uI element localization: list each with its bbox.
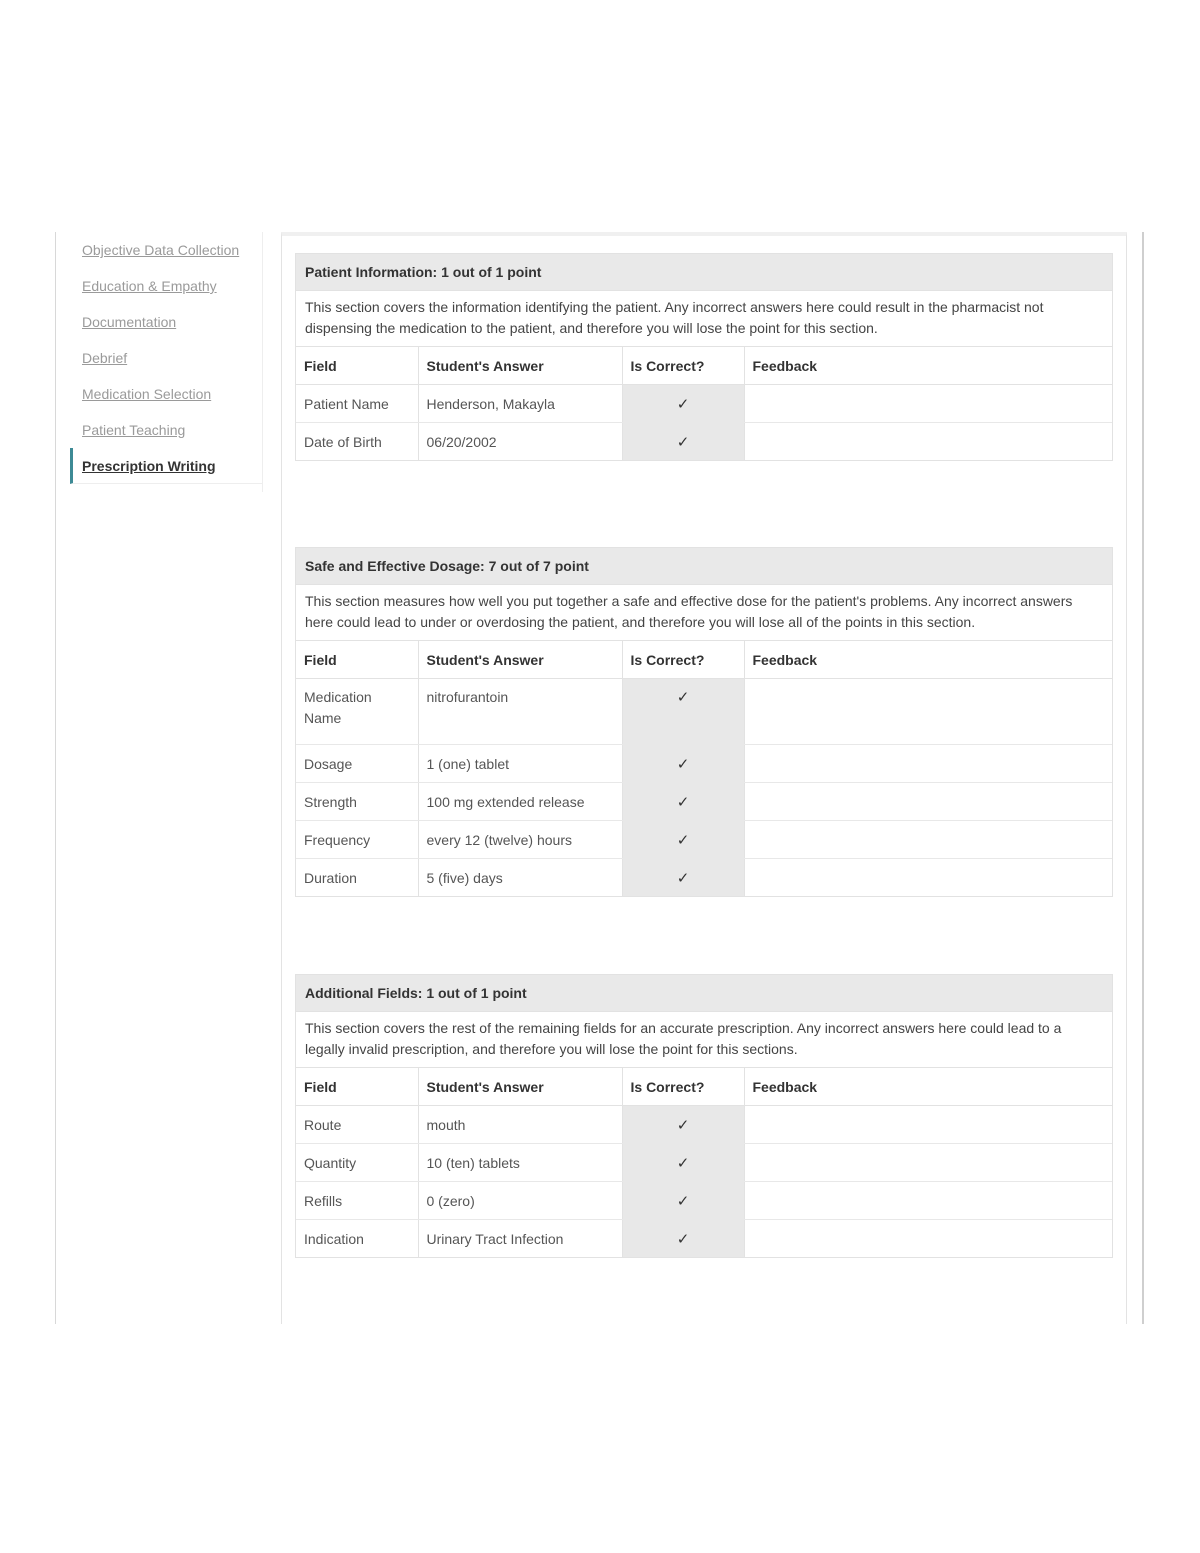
answer-cell: 06/20/2002 <box>418 423 622 461</box>
table-row <box>296 1106 1112 1144</box>
feedback-cell <box>744 679 1112 745</box>
page-frame-right-border <box>1142 232 1144 1324</box>
answer-cell: every 12 (twelve) hours <box>418 821 622 859</box>
additional-fields-section <box>295 974 1113 1258</box>
checkmark-icon: ✓ <box>622 423 744 461</box>
column-header-field: Field <box>296 1068 418 1106</box>
feedback-cell <box>744 1182 1112 1220</box>
sidebar-item-patient-teaching[interactable]: Patient Teaching <box>82 422 186 438</box>
feedback-cell <box>744 859 1112 897</box>
answer-cell: 100 mg extended release <box>418 783 622 821</box>
checkmark-icon: ✓ <box>622 1220 744 1258</box>
patient-information-section <box>295 253 1113 461</box>
section-title: Patient Information: 1 out of 1 point <box>296 254 1112 291</box>
feedback-cell <box>744 1144 1112 1182</box>
checkmark-icon: ✓ <box>622 859 744 897</box>
table-row <box>296 679 1112 745</box>
checkmark-icon: ✓ <box>622 679 744 745</box>
field-cell: Duration <box>296 859 418 897</box>
column-header-answer: Student's Answer <box>418 1068 622 1106</box>
field-cell: Date of Birth <box>296 423 418 461</box>
grade-table <box>296 347 1112 460</box>
field-cell: Frequency <box>296 821 418 859</box>
column-header-answer: Student's Answer <box>418 347 622 385</box>
feedback-cell <box>744 783 1112 821</box>
feedback-cell <box>744 1106 1112 1144</box>
sidebar-item-objective-data-collection[interactable]: Objective Data Collection <box>82 242 240 258</box>
table-row <box>296 783 1112 821</box>
section-title: Additional Fields: 1 out of 1 point <box>296 975 1112 1012</box>
grade-table <box>296 641 1112 896</box>
field-cell: Quantity <box>296 1144 418 1182</box>
field-cell: Route <box>296 1106 418 1144</box>
answer-cell: nitrofurantoin <box>418 679 622 745</box>
table-row <box>296 385 1112 423</box>
checkmark-icon: ✓ <box>622 745 744 783</box>
section-description: This section measures how well you put together a safe and effective dose for the patient's problems. Any incorrect answers here could lead to under or overdosing the patient, and therefore you will lose all of the points in this section. <box>296 585 1112 641</box>
answer-cell: 1 (one) tablet <box>418 745 622 783</box>
sidebar-item-education-empathy[interactable]: Education & Empathy <box>82 278 217 294</box>
table-row <box>296 423 1112 461</box>
field-cell: Dosage <box>296 745 418 783</box>
sidebar-nav <box>70 232 263 492</box>
answer-cell: mouth <box>418 1106 622 1144</box>
sidebar-item-debrief[interactable]: Debrief <box>82 350 128 366</box>
checkmark-icon: ✓ <box>622 1106 744 1144</box>
column-header-correct: Is Correct? <box>622 347 744 385</box>
table-header-row <box>296 1068 1112 1106</box>
feedback-cell <box>744 745 1112 783</box>
field-cell: Indication <box>296 1220 418 1258</box>
table-row <box>296 859 1112 897</box>
table-header-row <box>296 641 1112 679</box>
field-cell: Patient Name <box>296 385 418 423</box>
checkmark-icon: ✓ <box>622 821 744 859</box>
sidebar-item-documentation[interactable]: Documentation <box>82 314 177 330</box>
section-title: Safe and Effective Dosage: 7 out of 7 point <box>296 548 1112 585</box>
answer-cell: 0 (zero) <box>418 1182 622 1220</box>
table-row <box>296 1144 1112 1182</box>
safe-effective-dosage-section <box>295 547 1113 897</box>
field-cell: Refills <box>296 1182 418 1220</box>
column-header-feedback: Feedback <box>744 641 1112 679</box>
column-header-feedback: Feedback <box>744 347 1112 385</box>
table-row <box>296 1220 1112 1258</box>
feedback-cell <box>744 821 1112 859</box>
checkmark-icon: ✓ <box>622 385 744 423</box>
page-frame-left-border <box>55 232 56 1324</box>
feedback-cell <box>744 423 1112 461</box>
table-row <box>296 821 1112 859</box>
field-cell: Strength <box>296 783 418 821</box>
column-header-correct: Is Correct? <box>622 1068 744 1106</box>
table-header-row <box>296 347 1112 385</box>
answer-cell: Henderson, Makayla <box>418 385 622 423</box>
column-header-feedback: Feedback <box>744 1068 1112 1106</box>
answer-cell: 5 (five) days <box>418 859 622 897</box>
feedback-cell <box>744 385 1112 423</box>
section-description: This section covers the information identifying the patient. Any incorrect answers here could result in the pharmacist not dispensing the medication to the patient, and therefore you will lose the point for this section. <box>296 291 1112 347</box>
sidebar-item-medication-selection[interactable]: Medication Selection <box>82 386 212 402</box>
checkmark-icon: ✓ <box>622 1144 744 1182</box>
column-header-correct: Is Correct? <box>622 641 744 679</box>
column-header-field: Field <box>296 641 418 679</box>
column-header-field: Field <box>296 347 418 385</box>
answer-cell: 10 (ten) tablets <box>418 1144 622 1182</box>
table-row <box>296 1182 1112 1220</box>
column-header-answer: Student's Answer <box>418 641 622 679</box>
sidebar-item-prescription-writing[interactable]: Prescription Writing <box>70 448 262 484</box>
checkmark-icon: ✓ <box>622 783 744 821</box>
answer-cell: Urinary Tract Infection <box>418 1220 622 1258</box>
grade-table <box>296 1068 1112 1257</box>
feedback-cell <box>744 1220 1112 1258</box>
table-row <box>296 745 1112 783</box>
section-description: This section covers the rest of the remaining fields for an accurate prescription. Any incorrect answers here could lead to a legally invalid prescription, and therefore you will lose the point for this sections. <box>296 1012 1112 1068</box>
checkmark-icon: ✓ <box>622 1182 744 1220</box>
field-cell: Medication Name <box>296 679 418 745</box>
